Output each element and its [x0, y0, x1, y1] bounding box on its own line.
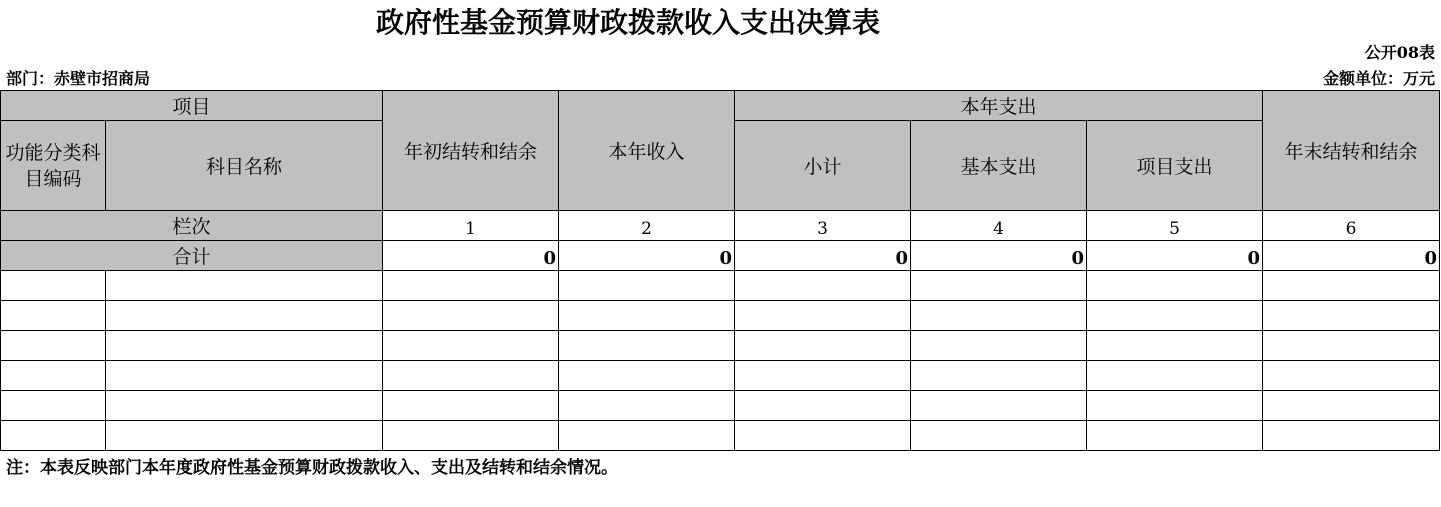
header-basic-expense: 基本支出 — [911, 121, 1087, 211]
table-cell[interactable] — [1263, 271, 1440, 301]
table-cell[interactable] — [383, 331, 559, 361]
column-number-row — [1, 211, 1440, 241]
table-cell[interactable] — [1087, 271, 1263, 301]
header-expense: 本年支出 — [735, 91, 1263, 121]
table-cell[interactable] — [911, 331, 1087, 361]
table-cell[interactable] — [1, 271, 106, 301]
column-number: 2 — [559, 211, 735, 241]
table-cell[interactable] — [383, 301, 559, 331]
table-cell[interactable] — [383, 391, 559, 421]
table-cell[interactable] — [106, 331, 383, 361]
header-subject-name: 科目名称 — [106, 121, 383, 211]
table-cell[interactable] — [735, 271, 911, 301]
amount-unit-label: 金额单位：万元 — [1322, 69, 1435, 88]
table-cell[interactable] — [1263, 421, 1440, 451]
table-row — [1, 391, 1440, 421]
table-cell[interactable] — [911, 271, 1087, 301]
total-label: 合计 — [1, 241, 383, 271]
column-number-label: 栏次 — [1, 211, 383, 241]
header-end-balance: 年末结转和结余 — [1263, 91, 1440, 211]
table-cell[interactable] — [559, 391, 735, 421]
table-row — [1, 331, 1440, 361]
column-number: 1 — [383, 211, 559, 241]
header-func-code: 功能分类科目编码 — [1, 121, 106, 211]
budget-table — [0, 90, 1440, 451]
form-code: 公开08表 — [1364, 43, 1435, 62]
report-title: 政府性基金预算财政拨款收入支出决算表 — [376, 6, 881, 39]
table-cell[interactable] — [559, 271, 735, 301]
table-cell[interactable] — [735, 421, 911, 451]
header-begin-balance: 年初结转和结余 — [383, 91, 559, 211]
table-cell[interactable] — [559, 301, 735, 331]
table-cell[interactable] — [1, 301, 106, 331]
table-cell[interactable] — [911, 391, 1087, 421]
table-cell[interactable] — [1087, 421, 1263, 451]
table-cell[interactable] — [1087, 331, 1263, 361]
header-project-expense: 项目支出 — [1087, 121, 1263, 211]
total-end-balance[interactable]: 0 — [1263, 241, 1440, 271]
table-cell[interactable] — [1, 391, 106, 421]
table-cell[interactable] — [1, 361, 106, 391]
table-row — [1, 361, 1440, 391]
table-cell[interactable] — [106, 301, 383, 331]
table-row — [1, 301, 1440, 331]
table-cell[interactable] — [1263, 361, 1440, 391]
header-row-1 — [1, 91, 1440, 121]
table-cell[interactable] — [735, 301, 911, 331]
table-cell[interactable] — [735, 361, 911, 391]
column-number: 5 — [1087, 211, 1263, 241]
table-cell[interactable] — [735, 391, 911, 421]
table-cell[interactable] — [1, 421, 106, 451]
table-row — [1, 421, 1440, 451]
table-cell[interactable] — [911, 361, 1087, 391]
table-cell[interactable] — [1, 331, 106, 361]
header-subtotal: 小计 — [735, 121, 911, 211]
table-cell[interactable] — [106, 361, 383, 391]
header-income: 本年收入 — [559, 91, 735, 211]
table-cell[interactable] — [1087, 391, 1263, 421]
table-cell[interactable] — [383, 271, 559, 301]
table-cell[interactable] — [1263, 331, 1440, 361]
table-cell[interactable] — [559, 361, 735, 391]
column-number: 3 — [735, 211, 911, 241]
total-begin-balance[interactable]: 0 — [383, 241, 559, 271]
column-number: 6 — [1263, 211, 1440, 241]
column-number: 4 — [911, 211, 1087, 241]
table-row — [1, 271, 1440, 301]
total-row — [1, 241, 1440, 271]
table-cell[interactable] — [383, 361, 559, 391]
table-cell[interactable] — [559, 331, 735, 361]
table-cell[interactable] — [911, 301, 1087, 331]
header-item: 项目 — [1, 91, 383, 121]
table-cell[interactable] — [735, 331, 911, 361]
table-cell[interactable] — [1087, 301, 1263, 331]
total-income[interactable]: 0 — [559, 241, 735, 271]
table-cell[interactable] — [383, 421, 559, 451]
table-cell[interactable] — [106, 421, 383, 451]
footnote: 注：本表反映部门本年度政府性基金预算财政拨款收入、支出及结转和结余情况。 — [6, 458, 618, 478]
total-project-expense[interactable]: 0 — [1087, 241, 1263, 271]
table-cell[interactable] — [1263, 391, 1440, 421]
table-cell[interactable] — [106, 391, 383, 421]
total-subtotal[interactable]: 0 — [735, 241, 911, 271]
table-cell[interactable] — [1263, 301, 1440, 331]
table-cell[interactable] — [911, 421, 1087, 451]
department-label: 部门：赤壁市招商局 — [6, 69, 151, 88]
total-basic-expense[interactable]: 0 — [911, 241, 1087, 271]
table-cell[interactable] — [106, 271, 383, 301]
table-cell[interactable] — [559, 421, 735, 451]
table-cell[interactable] — [1087, 361, 1263, 391]
